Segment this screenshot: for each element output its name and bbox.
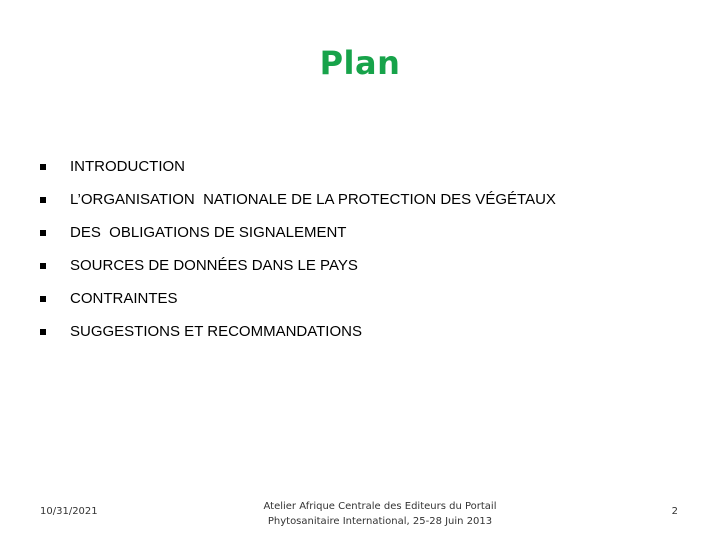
slide-title: Plan [319, 44, 401, 82]
agenda-item-label: DES OBLIGATIONS DE SIGNALEMENT [70, 224, 347, 241]
square-bullet-icon [40, 230, 46, 236]
square-bullet-icon [40, 164, 46, 170]
footer-caption-line1: Atelier Afrique Centrale des Editeurs du Portail [263, 501, 497, 512]
square-bullet-icon [40, 296, 46, 302]
page-number: 2 [671, 506, 678, 517]
agenda-item-label: SOURCES DE DONNÉES DANS LE PAYS [70, 257, 358, 274]
agenda-item-label: L’ORGANISATION NATIONALE DE LA PROTECTION DES VÉGÉTAUX [70, 191, 556, 208]
agenda-item-label: CONTRAINTES [70, 290, 178, 307]
agenda-item-suggestions [40, 315, 556, 348]
square-bullet-icon [40, 197, 46, 203]
agenda-item-label: SUGGESTIONS ET RECOMMANDATIONS [70, 323, 362, 340]
agenda-item-contraintes [40, 282, 556, 315]
agenda-item-introduction [40, 150, 556, 183]
footer-date: 10/31/2021 [40, 506, 98, 517]
agenda-list [40, 150, 556, 348]
agenda-item-label: INTRODUCTION [70, 158, 185, 175]
agenda-item-obligations [40, 216, 556, 249]
agenda-item-organisation [40, 183, 556, 216]
square-bullet-icon [40, 329, 46, 335]
footer-caption-line2: Phytosanitaire International, 25-28 Juin 2013 [267, 516, 493, 527]
agenda-item-sources [40, 249, 556, 282]
square-bullet-icon [40, 263, 46, 269]
footer-caption [230, 499, 530, 529]
